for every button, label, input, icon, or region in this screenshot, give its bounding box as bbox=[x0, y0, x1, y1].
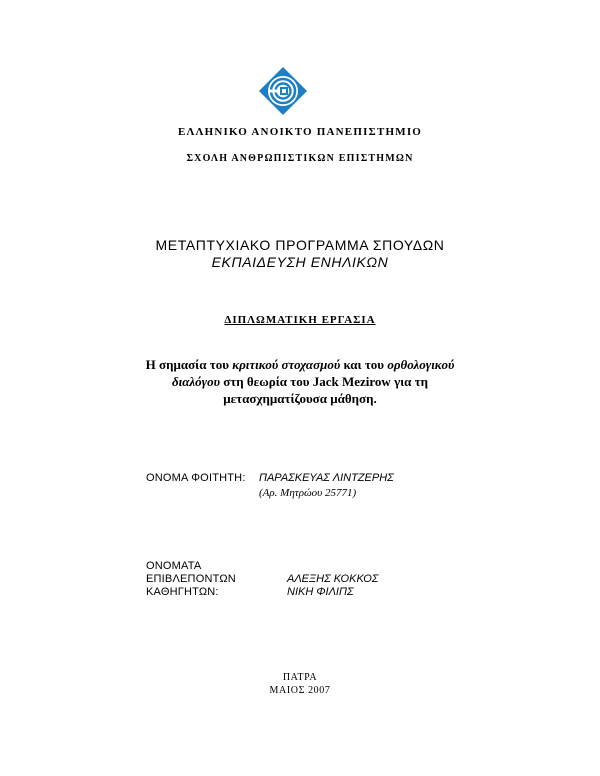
footer-date: ΜΑΙΟΣ 2007 bbox=[269, 685, 331, 696]
footer-city: ΠΑΤΡΑ bbox=[282, 672, 318, 683]
supervisor-name-2: ΝΙΚΗ ΦΙΛΙΠΣ bbox=[287, 586, 354, 598]
title-emphasis: διαλόγου bbox=[171, 374, 220, 389]
supervisors-label-line2: ΕΠΙΒΛΕΠΟΝΤΩΝ bbox=[146, 573, 236, 585]
thesis-title bbox=[100, 356, 500, 407]
supervisors-label-line3: ΚΑΘΗΓΗΤΩΝ: bbox=[146, 586, 219, 598]
supervisors-label-line1: ΟΝΟΜΑΤΑ bbox=[146, 560, 202, 572]
university-logo bbox=[256, 66, 310, 116]
student-name: ΠΑΡΑΣΚΕΥΑΣ ΛΙΝΤΖΕΡΗΣ bbox=[259, 472, 394, 484]
program-specialization: ΕΚΠΑΙΔΕΥΣΗ ΕΝΗΛΙΚΩΝ bbox=[211, 254, 389, 270]
student-registration: (Αρ. Μητρώου 25771) bbox=[259, 487, 357, 499]
university-name: ΕΛΛΗΝΙΚΟ ΑΝΟΙΚΤΟ ΠΑΝΕΠΙΣΤΗΜΙΟ bbox=[177, 126, 423, 138]
title-part: μετασχηματίζουσα μάθηση. bbox=[223, 391, 377, 406]
school-name: ΣΧΟΛΗ ΑΝΘΡΩΠΙΣΤΙΚΩΝ ΕΠΙΣΤΗΜΩΝ bbox=[186, 153, 414, 164]
document-type: ΔΙΠΛΩΜΑΤΙΚΗ ΕΡΓΑΣΙΑ bbox=[224, 314, 376, 326]
student-label: ΟΝΟΜΑ ΦΟΙΤΗΤΗ: bbox=[146, 472, 246, 484]
title-emphasis: ορθολογικού bbox=[387, 357, 455, 372]
program-name: ΜΕΤΑΠΤΥΧΙΑΚΟ ΠΡΟΓΡΑΜΜΑ ΣΠΟΥΔΩΝ bbox=[155, 237, 445, 253]
title-part: Η σημασία του bbox=[145, 357, 233, 372]
title-part: και του bbox=[340, 357, 388, 372]
title-part: στη θεωρία του Jack Mezirow για τη bbox=[219, 374, 429, 389]
supervisor-name-1: ΑΛΕΞΗΣ ΚΟΚΚΟΣ bbox=[287, 573, 379, 585]
title-emphasis: κριτικού στοχασμού bbox=[232, 357, 341, 372]
